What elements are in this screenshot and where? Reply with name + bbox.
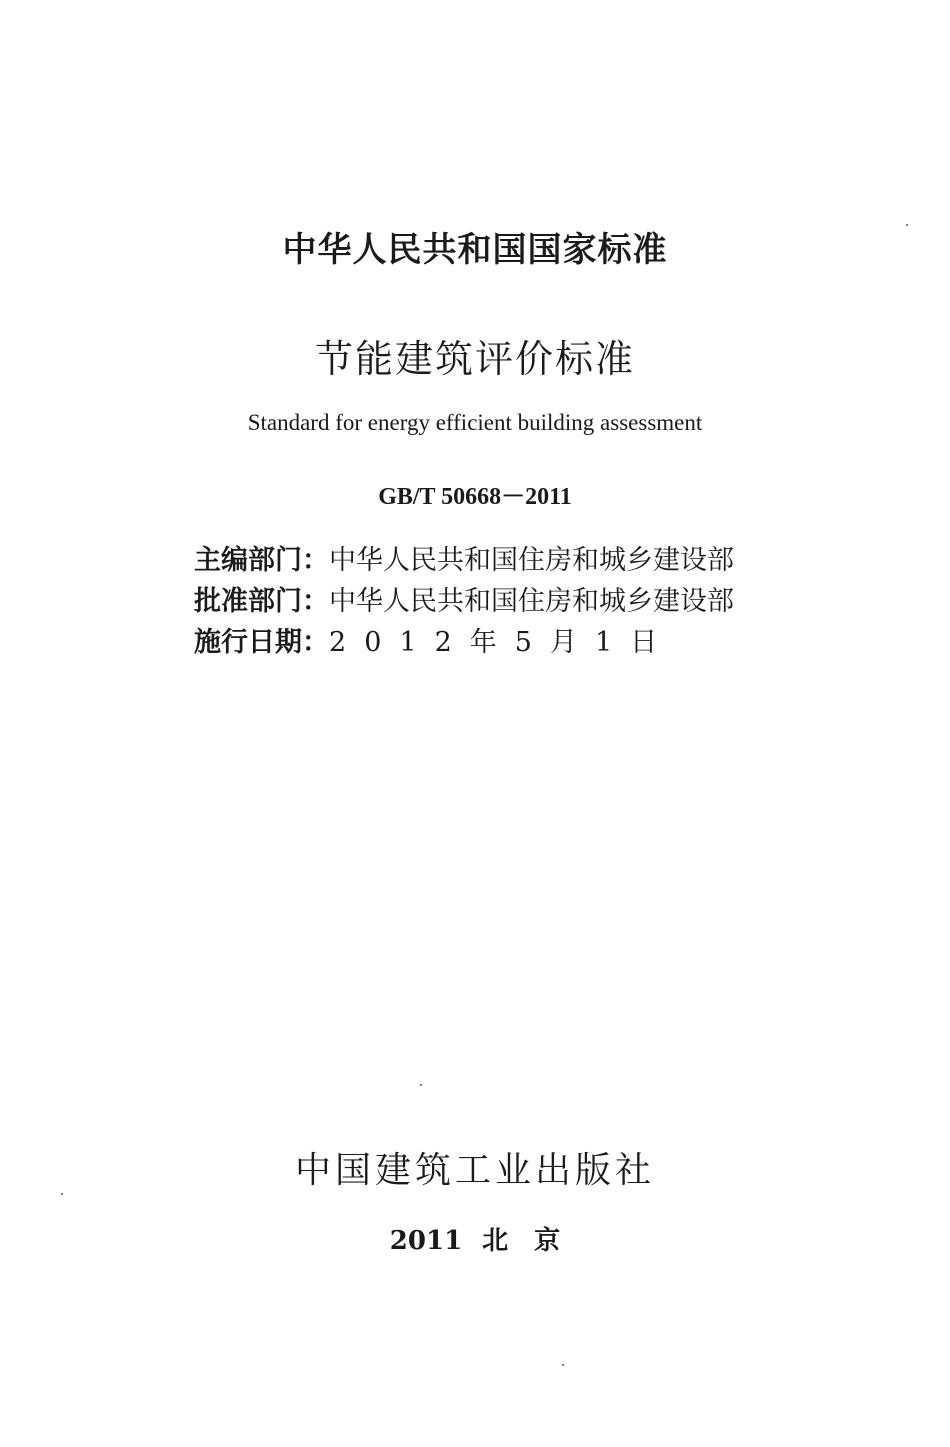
national-standard-heading: 中华人民共和国国家标准 <box>282 230 668 270</box>
publication-place <box>0 1220 950 1257</box>
date-part: 年 <box>469 627 497 658</box>
effective-date-value <box>329 627 675 658</box>
effective-date-label: 施行日期： <box>194 627 329 658</box>
standard-code: GB/T 50668－2011 <box>378 484 572 510</box>
date-part: 2 <box>329 627 347 658</box>
date-part: 5 <box>514 627 532 658</box>
editor-label: 主编部门： <box>194 545 329 576</box>
editor-row <box>194 540 734 581</box>
publication-city: 北 京 <box>482 1226 561 1256</box>
editor-value: 中华人民共和国住房和城乡建设部 <box>329 545 734 576</box>
scan-speck <box>906 224 908 226</box>
publisher-name: 中国建筑工业出版社 <box>294 1150 655 1191</box>
date-part: 0 <box>364 627 382 658</box>
publication-year: 2011 <box>389 1226 463 1256</box>
date-part: 1 <box>594 627 613 658</box>
date-part: 2 <box>434 627 452 658</box>
date-part: 1 <box>399 627 417 658</box>
effective-date-row <box>194 622 734 663</box>
scan-speck <box>61 1193 63 1195</box>
standard-title-en: Standard for energy efficient building assessment <box>247 410 703 435</box>
date-part: 日 <box>630 627 658 658</box>
date-part: 月 <box>549 627 577 658</box>
scan-speck <box>420 1084 422 1086</box>
approver-label: 批准部门： <box>194 586 329 617</box>
standard-title-cn: 节能建筑评价标准 <box>314 337 635 381</box>
approver-value: 中华人民共和国住房和城乡建设部 <box>329 586 734 617</box>
standard-meta <box>194 540 734 663</box>
scan-speck <box>562 1364 564 1366</box>
approver-row <box>194 581 734 622</box>
